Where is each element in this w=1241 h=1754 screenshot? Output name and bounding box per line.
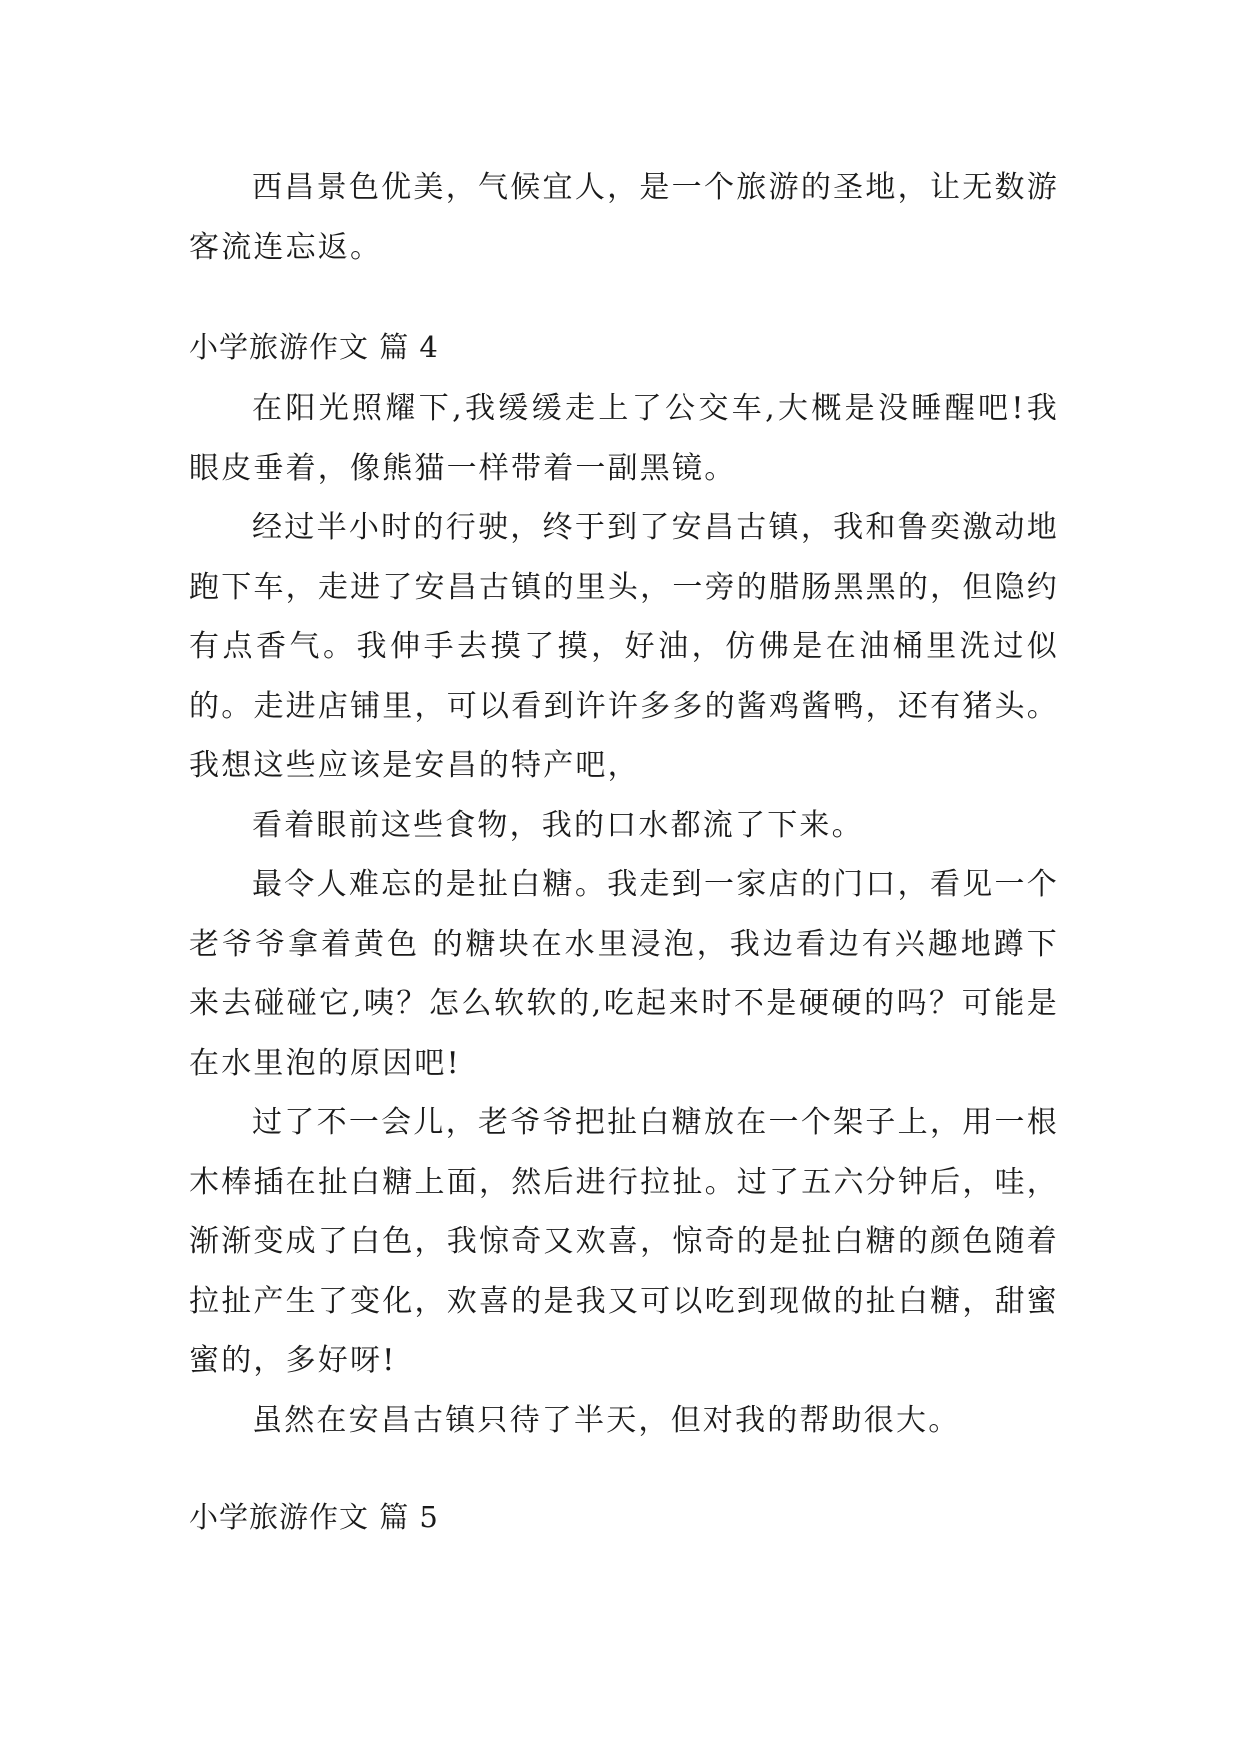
- section4-paragraph-1: 在阳光照耀下,我缓缓走上了公交车,大概是没睡醒吧!我眼皮垂着，像熊猫一样带着一副黑镜。: [189, 391, 1059, 486]
- section4-paragraph-5: 过了不一会儿，老爷爷把扯白糖放在一个架子上，用一根木棒插在扯白糖上面，然后进行拉扯。过了五六分钟后，哇，渐渐变成了白色，我惊奇又欢喜，惊奇的是扯白糖的颜色随着拉扯产生了变化，欢喜的是我又可以吃到现做的扯白糖，甜蜜蜜的，多好呀!: [189, 1105, 1059, 1378]
- section4-paragraph-4: 最令人难忘的是扯白糖。我走到一家店的门口，看见一个老爷爷拿着黄色 的糖块在水里浸泡，我边看边有兴趣地蹲下来去碰碰它,咦？怎么软软的,吃起来时不是硬硬的吗？可能是在水里泡的原因吧!: [189, 867, 1059, 1081]
- section-heading-5: 小学旅游作文 篇 5: [189, 1500, 439, 1534]
- section4-paragraph-3: 看着眼前这些食物，我的口水都流了下来。: [252, 807, 864, 843]
- section-heading-4: 小学旅游作文 篇 4: [189, 330, 439, 364]
- section4-paragraph-6: 虽然在安昌古镇只待了半天，但对我的帮助很大。: [252, 1402, 961, 1438]
- section4-paragraph-2: 经过半小时的行驶，终于到了安昌古镇，我和鲁奕激动地跑下车，走进了安昌古镇的里头，一旁的腊肠黑黑的，但隐约有点香气。我伸手去摸了摸，好油，仿佛是在油桶里洗过似的。走进店铺里，可以看到许许多多的酱鸡酱鸭，还有猪头。我想这些应该是安昌的特产吧，: [189, 510, 1059, 783]
- intro-paragraph: 西昌景色优美，气候宜人，是一个旅游的圣地，让无数游客流连忘返。: [189, 170, 1059, 265]
- document-body: [189, 158, 1059, 1537]
